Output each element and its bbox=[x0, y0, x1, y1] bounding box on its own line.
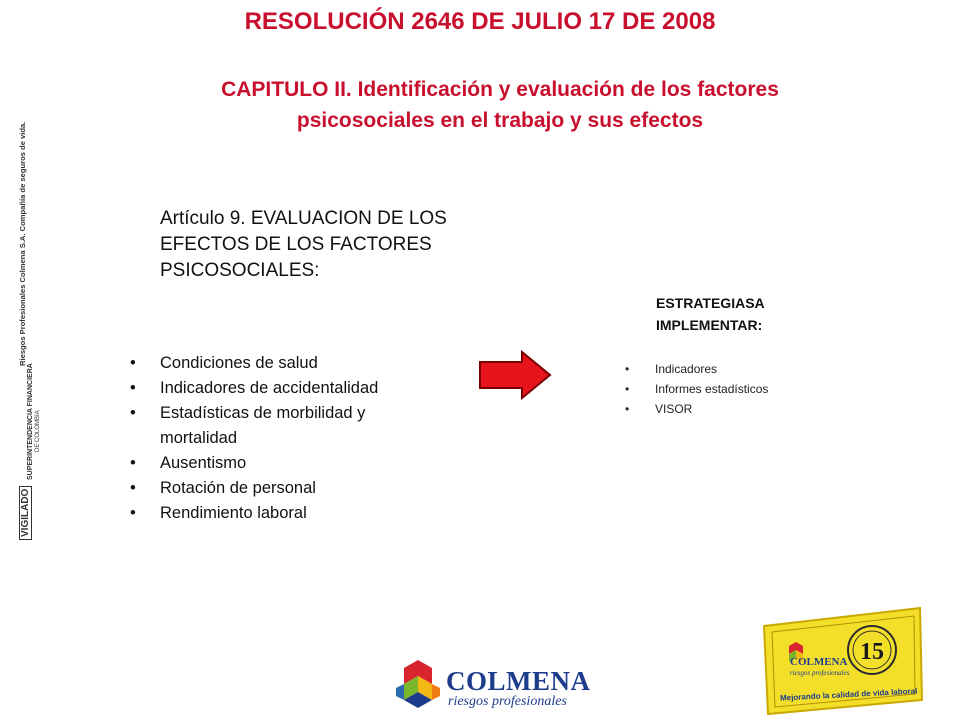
badge-years: 15 bbox=[860, 639, 884, 665]
arrow-right-icon bbox=[478, 350, 553, 400]
legal-text-riesgos: Riesgos Profesionales Colmena S.A. Compañía de seguros de vida. bbox=[18, 121, 27, 366]
badge-tagline: riesgos profesionales bbox=[790, 669, 850, 677]
colmena-logo bbox=[388, 656, 591, 714]
list-item: • Informes estadísticos bbox=[625, 379, 768, 399]
list-item: • Rotación de personal bbox=[130, 476, 430, 501]
strategies-heading: ESTRATEGIASA IMPLEMENTAR: bbox=[656, 295, 765, 333]
slide-title: RESOLUCIÓN 2646 DE JULIO 17 DE 2008 bbox=[244, 8, 716, 35]
list-item: • Condiciones de salud bbox=[130, 351, 430, 376]
legal-text-superintendencia: SUPERINTENDENCIA FINANCIERA bbox=[27, 363, 34, 480]
list-item: • Estadísticas de morbilidad y mortalidad bbox=[130, 401, 430, 451]
list-item: • Indicadores bbox=[625, 359, 768, 379]
cube-logo-icon bbox=[392, 658, 444, 710]
article-heading: Artículo 9. EVALUACION DE LOS EFECTOS DE LOS FACTORES PSICOSOCIALES: bbox=[160, 208, 447, 281]
legal-text-vigilado: VIGILADO bbox=[19, 486, 32, 540]
slide-subtitle: CAPITULO II. Identificación y evaluación de los factores psicosociales en el trabajo y sus efectos bbox=[221, 78, 779, 132]
legal-text-colombia: DE COLOMBIA bbox=[35, 410, 41, 452]
list-item: • VISOR bbox=[625, 399, 768, 419]
logo-wordmark: COLMENA bbox=[446, 666, 591, 696]
badge-wordmark: COLMENA bbox=[790, 656, 848, 668]
logo-tagline: riesgos profesionales bbox=[448, 694, 567, 709]
strategies-list bbox=[625, 359, 768, 419]
badge-slogan: Mejorando la calidad de vida laboral bbox=[779, 686, 918, 703]
effects-list bbox=[130, 351, 430, 526]
list-item: • Rendimiento laboral bbox=[130, 501, 430, 526]
list-item: • Ausentismo bbox=[130, 451, 430, 476]
list-item: • Indicadores de accidentalidad bbox=[130, 376, 430, 401]
